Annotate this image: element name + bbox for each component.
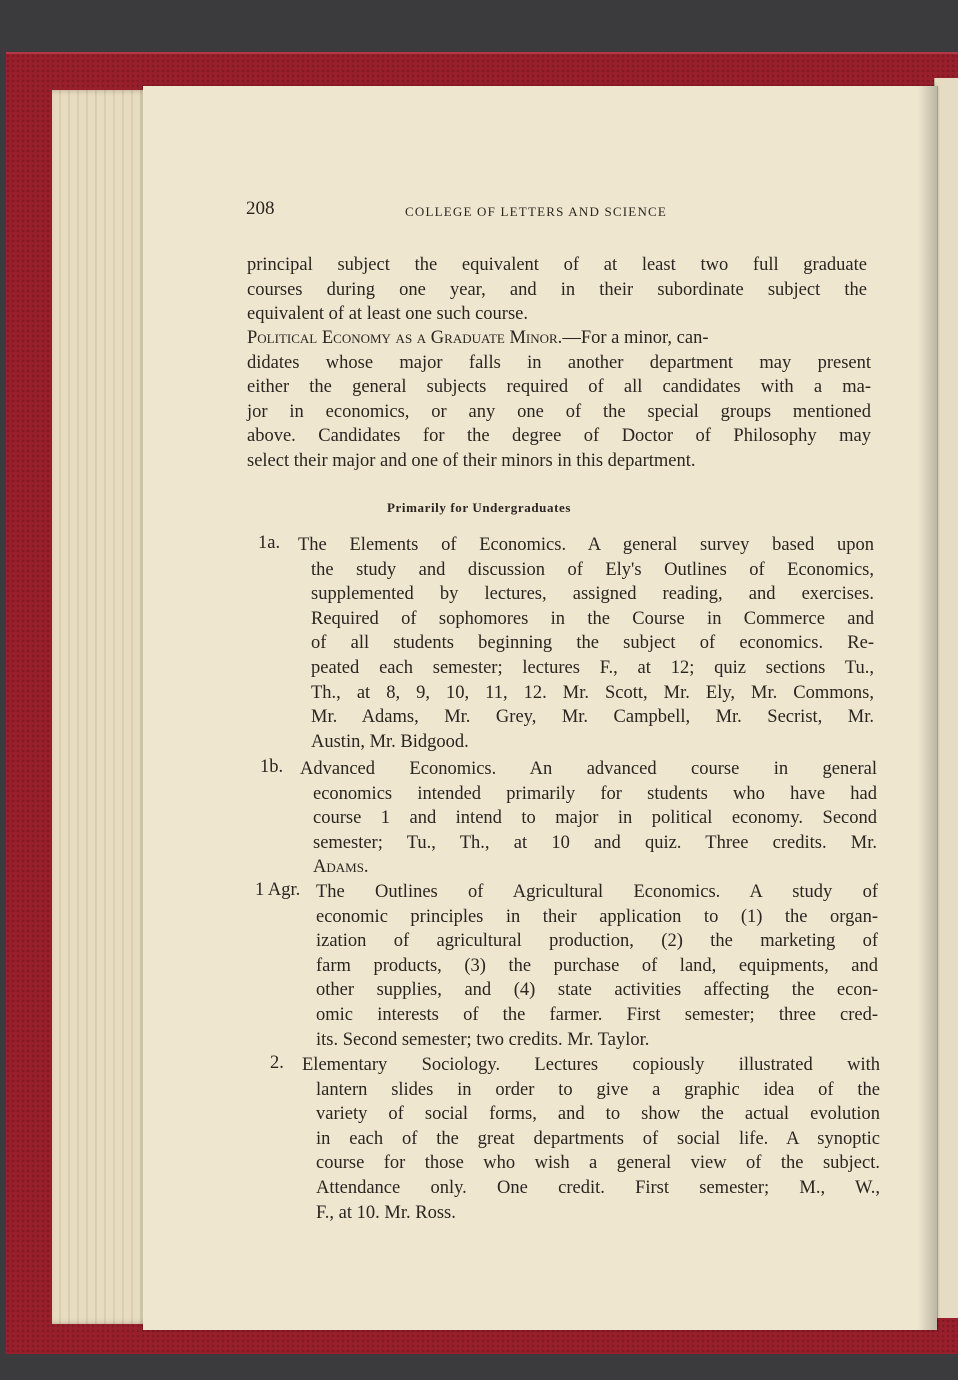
course-number: 2. (270, 1053, 284, 1073)
text-line: economics intended primarily for students who have had (313, 783, 877, 804)
course-number: 1a. (258, 533, 281, 553)
text-line: didates whose major falls in another department may present (247, 352, 871, 373)
text-line: Adams. (313, 857, 369, 878)
text-line: The Outlines of Agricultural Economics. A study of (316, 882, 878, 902)
text-line: supplemented by lectures, assigned reading, and exercises. (311, 584, 874, 605)
text-line: Mr. Adams, Mr. Grey, Mr. Campbell, Mr. Secrist, Mr. (311, 707, 874, 728)
text-line: The Elements of Economics. A general survey based upon (298, 535, 874, 555)
text-line: economic principles in their application to (1) the organ- (316, 906, 878, 927)
course-entry (300, 757, 877, 880)
text-line: select their major and one of their minors in this department. (247, 450, 696, 471)
section-heading: Primarily for Undergraduates (386, 500, 572, 515)
text-line: peated each semester; lectures F., at 12; quiz sections Tu., (311, 657, 874, 678)
text-line: omic interests of the farmer. First semester; three cred- (316, 1004, 878, 1025)
text-line: of all students beginning the subject of economics. Re- (311, 633, 874, 654)
text-line: jor in economics, or any one of the special groups mentioned (247, 401, 871, 422)
text-line: course 1 and intend to major in political economy. Second (313, 808, 877, 829)
text-line: either the general subjects required of all candidates with a ma- (247, 377, 871, 398)
text-line: other supplies, and (4) state activities affecting the econ- (316, 980, 878, 1001)
text-line: in each of the great departments of social life. A synoptic (316, 1128, 880, 1149)
text-line: Austin, Mr. Bidgood. (311, 731, 469, 752)
spine-shadow (918, 86, 938, 1330)
text-line: the study and discussion of Ely's Outlines of Economics, (311, 559, 874, 580)
text-line: its. Second semester; two credits. Mr. Taylor. (316, 1029, 650, 1050)
minor-paragraph (247, 326, 871, 474)
text-line: —For a minor, can- (562, 328, 709, 348)
minor-heading: Political Economy as a Graduate Minor. (247, 328, 563, 348)
text-line: above. Candidates for the degree of Doctor of Philosophy may (247, 426, 871, 447)
intro-paragraph (247, 253, 867, 327)
page-number: 208 (246, 198, 275, 219)
course-number: 1b. (260, 757, 284, 777)
course-entry (298, 533, 874, 754)
text-line: semester; Tu., Th., at 10 and quiz. Three credits. Mr. (313, 832, 877, 853)
text-line: Elementary Sociology. Lectures copiously illustrated with (302, 1055, 880, 1075)
text-line: equivalent of at least one such course. (247, 304, 528, 325)
course-entry (302, 1053, 880, 1225)
text-line: course for those who wish a general view of the subject. (316, 1153, 880, 1174)
course-number: 1 Agr. (255, 880, 301, 900)
text-line: principal subject the equivalent of at least two full graduate (247, 255, 867, 275)
page-edges (52, 90, 152, 1324)
course-entry (316, 880, 878, 1052)
text-line: F., at 10. Mr. Ross. (316, 1202, 456, 1223)
running-head: COLLEGE OF LETTERS AND SCIENCE (405, 204, 668, 219)
text-line: lantern slides in order to give a graphic idea of the (316, 1079, 880, 1100)
text-line: variety of social forms, and to show the actual evolution (316, 1104, 880, 1125)
text-line: Th., at 8, 9, 10, 11, 12. Mr. Scott, Mr. Ely, Mr. Commons, (311, 682, 874, 703)
text-line: Attendance only. One credit. First semester; M., W., (316, 1177, 880, 1198)
text-line: Advanced Economics. An advanced course in general (300, 759, 877, 779)
text-line: ization of agricultural production, (2) the marketing of (316, 931, 878, 952)
text-line: farm products, (3) the purchase of land, equipments, and (316, 955, 878, 976)
text-line: Required of sophomores in the Course in Commerce and (311, 608, 874, 629)
text-line: courses during one year, and in their subordinate subject the (247, 279, 867, 300)
